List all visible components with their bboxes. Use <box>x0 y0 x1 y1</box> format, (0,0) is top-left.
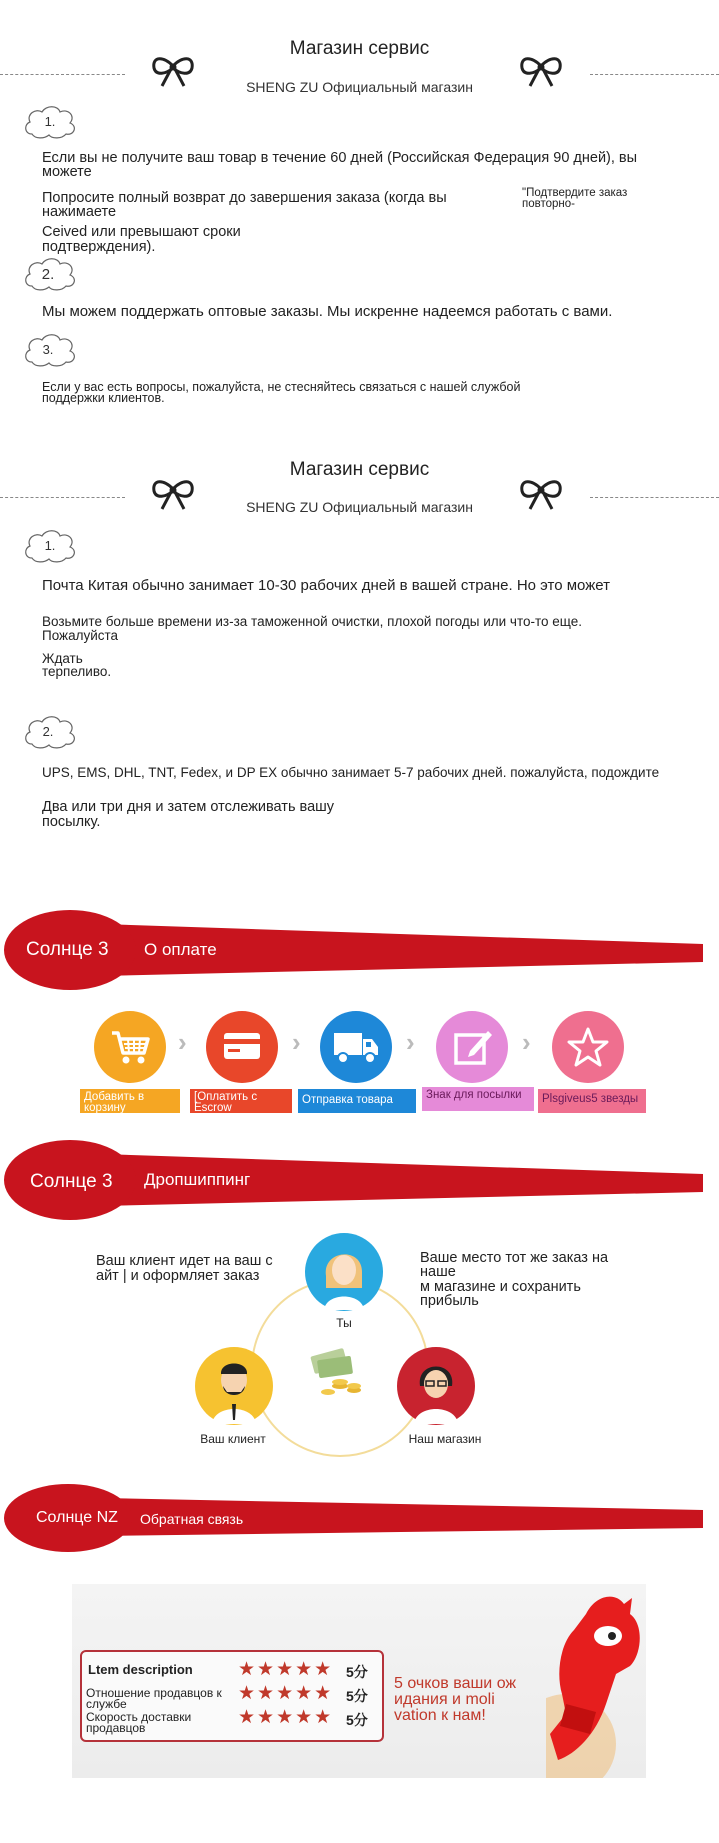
service-text: Мы можем поддержать оптовые заказы. Мы искренне надеемся работать с вами. <box>42 303 613 320</box>
step-number: 1. <box>44 538 56 553</box>
rating-label <box>86 1688 222 1710</box>
rating-label-line: Отношение продавцов к <box>86 1686 222 1700</box>
chevron-right-icon: › <box>522 1027 531 1057</box>
chevron-right-icon: › <box>178 1027 187 1057</box>
service-text: Два или три дня и затем отслеживать вашу <box>42 799 335 815</box>
star-rating-icon: ★★★★★ <box>238 1659 334 1680</box>
step-label-pay: [Оплатить с Escrow <box>190 1089 292 1113</box>
dropship-right-text: прибыль <box>420 1293 479 1309</box>
service-text: Ждать <box>42 651 83 666</box>
divider-line <box>0 497 125 498</box>
chevron-right-icon: › <box>406 1027 415 1057</box>
truck-icon <box>330 1025 382 1069</box>
edit-icon <box>448 1023 496 1071</box>
service-text: поддержки клиентов. <box>42 391 165 405</box>
banner-left-label: Солнце NZ <box>36 1509 118 1526</box>
rating-label-line: продавцов <box>86 1721 146 1735</box>
rating-label-line: Скорость доставки <box>86 1710 192 1724</box>
store-avatar <box>396 1346 476 1426</box>
banner-left-label: Солнце 3 <box>30 1171 113 1192</box>
promo-line: 5 очков ваши ож <box>394 1675 517 1692</box>
service-text: можете <box>42 164 92 180</box>
mascot-icon <box>546 1584 646 1778</box>
step-number: 3. <box>42 342 54 357</box>
payment-banner <box>0 906 719 992</box>
section-title: Магазин сервис <box>289 459 430 480</box>
banner-right-label: О оплате <box>144 940 217 959</box>
dropship-left-text: айт | и оформляет заказ <box>96 1268 260 1284</box>
chevron-right-icon: › <box>292 1027 301 1057</box>
step-label-ship: Отправка товара <box>298 1089 416 1113</box>
dropship-left-text: Ваш клиент идет на ваш с <box>96 1253 273 1269</box>
banner-right-label: Дропшиппинг <box>144 1170 251 1189</box>
rating-score: 5分 <box>346 1664 368 1680</box>
divider-line <box>590 74 719 75</box>
dropship-right-text: м магазине и сохранить <box>420 1279 581 1295</box>
money-icon <box>306 1342 370 1400</box>
rating-header: Ltem description <box>88 1662 193 1677</box>
star-rating-icon: ★★★★★ <box>238 1683 334 1704</box>
step-number: 2. <box>41 266 55 283</box>
rating-label <box>86 1712 191 1734</box>
service-note: "Подтвердите заказ <box>522 187 628 199</box>
service-text: Возьмите больше времени из-за таможенной очистки, плохой погоды или что-то еще. <box>42 614 583 629</box>
step-number: 1. <box>44 114 56 129</box>
service-text: UPS, EMS, DHL, TNT, Fedex, и DP EX обычно занимает 5-7 рабочих дней. пожалуйста, подождите <box>42 765 660 780</box>
dropship-banner <box>0 1136 719 1222</box>
dropship-right-text: Ваше место тот же заказ на <box>420 1250 609 1266</box>
star-icon <box>564 1023 612 1071</box>
service-note: повторно- <box>522 198 575 210</box>
step-label-review: Plsgiveus5 звезды <box>538 1089 646 1113</box>
dropship-right-text: наше <box>420 1264 456 1280</box>
banner-left-label: Солнце 3 <box>26 939 109 960</box>
section-subtitle: SHENG ZU Официальный магазин <box>246 499 473 515</box>
service-text: терпеливо. <box>42 664 112 679</box>
section-subtitle: SHENG ZU Официальный магазин <box>246 79 473 95</box>
feedback-card <box>72 1584 646 1778</box>
service-text: Ceived или превышают сроки <box>42 224 241 240</box>
divider-line <box>590 497 719 498</box>
service-text: нажимаете <box>42 204 117 220</box>
promo-line: идания и moli <box>394 1691 495 1708</box>
service-text: Если у вас есть вопросы, пожалуйста, не стесняйтесь связаться с нашей службой <box>42 380 521 394</box>
feedback-banner <box>0 1474 719 1560</box>
divider-line <box>0 74 125 75</box>
rating-score: 5分 <box>346 1688 368 1704</box>
service-text: Если вы не получите ваш товар в течение 60 дней (Российская Федерация 90 дней), вы <box>42 150 638 166</box>
card-icon <box>218 1025 266 1069</box>
step-label-sign: Знак для посылки <box>422 1087 534 1111</box>
step-number: 2. <box>42 724 54 739</box>
cart-icon <box>106 1023 154 1071</box>
store-label: Наш магазин <box>408 1432 482 1446</box>
service-text: Попросите полный возврат до завершения заказа (когда вы <box>42 190 447 206</box>
rating-score: 5分 <box>346 1712 368 1728</box>
rating-label-line: службе <box>86 1697 127 1711</box>
you-label: Ты <box>336 1316 352 1330</box>
promo-line: vation к нам! <box>394 1707 486 1724</box>
star-rating-icon: ★★★★★ <box>238 1707 334 1728</box>
service-text: посылку. <box>42 814 101 830</box>
you-avatar <box>304 1232 384 1312</box>
banner-right-label: Обратная связь <box>140 1511 244 1527</box>
step-label-cart: Добавить в корзину <box>80 1089 180 1113</box>
promo-text <box>394 1676 516 1724</box>
client-avatar <box>194 1346 274 1426</box>
section-title: Магазин сервис <box>289 38 430 59</box>
client-label: Ваш клиент <box>200 1432 266 1446</box>
service-text: Пожалуйста <box>42 628 119 643</box>
service-text: Почта Китая обычно занимает 10-30 рабочих дней в вашей стране. Но это может <box>42 577 610 594</box>
service-text: подтверждения). <box>42 239 156 255</box>
